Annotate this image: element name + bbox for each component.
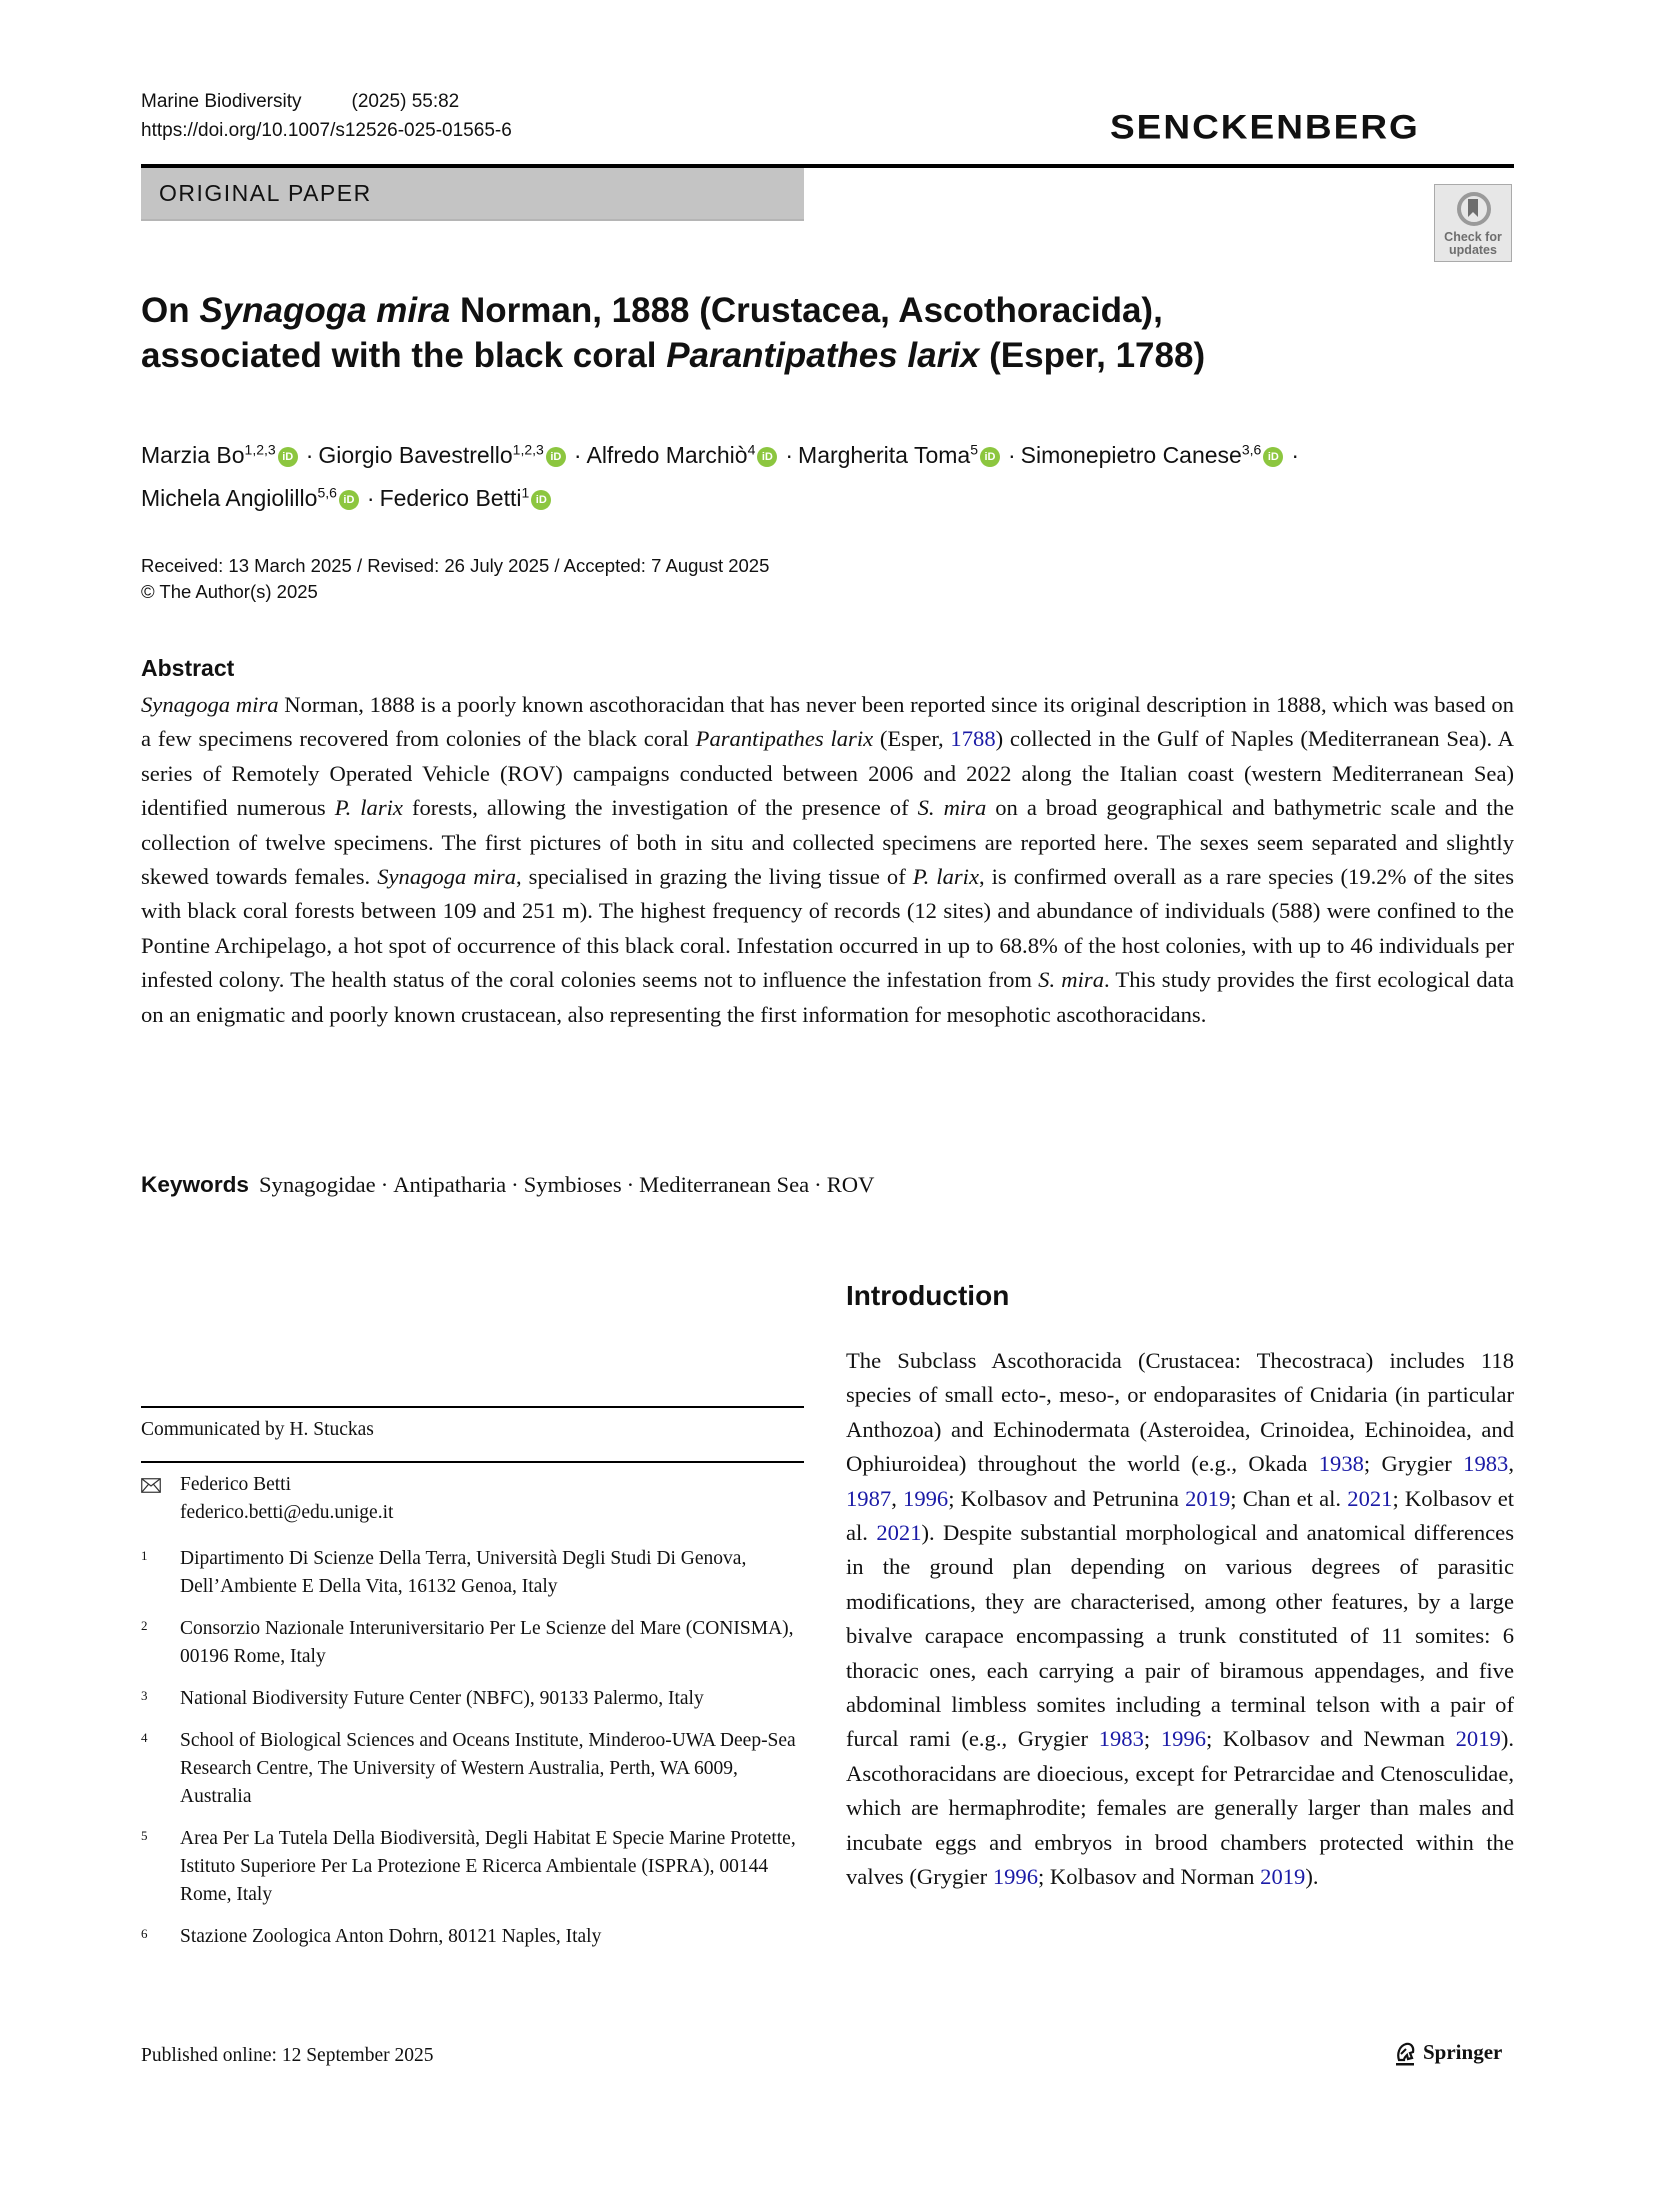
affiliation: [141, 1923, 804, 1951]
citation-link[interactable]: 1996: [1160, 1726, 1206, 1752]
copyright: © The Author(s) 2025: [141, 581, 318, 602]
author-name: Simonepietro Canese: [1020, 441, 1242, 468]
check-for-updates-button[interactable]: [1434, 184, 1512, 262]
species-name: Parantipathes larix: [695, 726, 874, 752]
affiliation-text: Area Per La Tutela Della Biodiversità, Degli Habitat E Specie Marine Protette, Istituto Superiore Per La Protezione E Ricerca Ambientale (ISPRA), 00144 Rome, Italy: [180, 1828, 796, 1905]
author-separator: ·: [573, 441, 582, 468]
author-separator: ·: [366, 485, 375, 512]
article-type-band: [141, 168, 804, 221]
intro-span: ; Chan et al.: [1230, 1485, 1348, 1511]
abstract-span: ) collected in the Gulf of Naples (Mediterranean Sea). A series of Remotely Operated Vehicle (ROV) campaigns conducted between 2006 and 2022 along the Italian coast (western Mediterranean Sea) identified numerous: [141, 726, 1514, 821]
communicated-by: Communicated by H. Stuckas: [141, 1419, 374, 1440]
abstract-heading: Abstract: [141, 655, 235, 681]
author: [798, 442, 1003, 468]
intro-span: ,: [1508, 1451, 1514, 1477]
keyword: Symbioses: [523, 1172, 622, 1197]
affiliation-number: 4: [141, 1730, 148, 1745]
orcid-icon[interactable]: iD: [546, 447, 566, 467]
abstract-span: forests, allowing the investigation of the presence of: [402, 795, 918, 821]
citation-link[interactable]: 2019: [1455, 1726, 1501, 1752]
abstract-span: (Esper,: [873, 726, 951, 752]
affiliation: [141, 1727, 804, 1811]
affiliation-number: 6: [141, 1926, 148, 1941]
intro-span: The Subclass Ascothoracida (Crustacea: Thecostraca) includes 118 species of small ecto-, meso-, or endoparasites of Cnidaria (in particular Anthozoa) and Echinodermata (Asteroidea, Crinoidea, Echinoidea, and Ophiuroidea) throughout the world (e.g., Okada: [846, 1348, 1514, 1477]
affiliation-number: 1: [141, 1548, 148, 1563]
affiliation-text: Consorzio Nazionale Interuniversitario Per Le Scienze del Mare (CONISMA), 00196 Rome, Italy: [180, 1618, 794, 1667]
title-species: Parantipathes larix: [666, 336, 980, 375]
author-affiliation-marks: 4: [747, 441, 756, 457]
citation-link[interactable]: 2019: [1185, 1485, 1231, 1511]
keyword-separator: ·: [626, 1172, 635, 1197]
author: [586, 442, 780, 468]
species-name: Synagoga mira: [141, 692, 279, 717]
article-dates: [141, 553, 769, 605]
author-name: Federico Betti: [379, 485, 522, 512]
abstract-span: Norman, 1888 is a poorly known ascothoracidan that has never been reported since its original description in 1888, which was based on a few specimens recovered from colonies of the black coral: [141, 692, 1514, 752]
orcid-icon[interactable]: iD: [1263, 447, 1283, 467]
orcid-icon[interactable]: iD: [980, 447, 1000, 467]
author-affiliation-marks: 3,6: [1241, 441, 1262, 457]
author-list: [141, 430, 1516, 517]
citation-link[interactable]: 1983: [1098, 1726, 1144, 1752]
author: [1021, 442, 1287, 468]
keyword-separator: ·: [511, 1172, 519, 1197]
citation-link[interactable]: 2021: [1347, 1485, 1393, 1511]
species-name: Synagoga mira: [377, 864, 517, 890]
article-title: [141, 288, 1441, 378]
check-updates-icon: [1456, 191, 1492, 227]
corresponding-author: [180, 1471, 393, 1527]
author-separator: ·: [1007, 441, 1016, 468]
orcid-icon[interactable]: iD: [339, 490, 359, 510]
species-name: S. mira: [917, 795, 987, 821]
keyword: Mediterranean Sea: [639, 1172, 810, 1197]
keywords: [141, 1172, 1514, 1198]
author-affiliation-marks: 1,2,3: [244, 441, 276, 457]
author-affiliation-marks: 5: [970, 441, 978, 457]
author-name: Michela Angiolillo: [141, 485, 318, 512]
intro-span: ; Kolbasov and Newman: [1206, 1726, 1456, 1752]
species-name: P. larix: [334, 795, 403, 821]
citation-link[interactable]: 1983: [1463, 1451, 1509, 1477]
abstract-span: . This study provides the first ecological data on an enigmatic and poorly known crustacean, also representing the first information for mesophotic ascothoracidans.: [141, 967, 1514, 1027]
journal-volume: (2025) 55:82: [351, 91, 460, 112]
keyword-separator: ·: [380, 1172, 389, 1197]
intro-span: ).: [1305, 1864, 1319, 1890]
corresponding-name: Federico Betti: [180, 1474, 292, 1495]
corresponding-email[interactable]: federico.betti@edu.unige.it: [180, 1502, 394, 1523]
keyword-list: [259, 1172, 874, 1197]
keyword: ROV: [826, 1172, 875, 1197]
intro-span: ). Ascothoracidans are dioecious, except for Petrarcidae and Ctenosculidae, which are hermaphrodite; females are generally larger than males and incubate eggs and embryos in brood chambers protected within the valves (Grygier: [846, 1726, 1514, 1890]
badge-line1: Check for: [1444, 230, 1502, 244]
introduction-heading: Introduction: [846, 1280, 1010, 1311]
author: [141, 442, 301, 468]
author-separator: ·: [1291, 441, 1299, 468]
publisher-name: Springer: [1423, 2040, 1503, 2064]
doi-link[interactable]: https://doi.org/10.1007/s12526-025-01565-6: [141, 120, 512, 141]
intro-span: ; Kolbasov and Norman: [1038, 1864, 1261, 1890]
author-separator: ·: [305, 441, 314, 468]
abstract-span: on a broad geographical and bathymetric scale and the collection of twelve specimens. The first pictures of both in situ and collected specimens are reported here. The sexes seem separated and slightly skewed towards females.: [141, 795, 1515, 890]
orcid-icon[interactable]: iD: [757, 447, 777, 467]
affiliation: [141, 1685, 804, 1713]
history-dates: Received: 13 March 2025 / Revised: 26 July 2025 / Accepted: 7 August 2025: [141, 555, 770, 576]
author-name: Marzia Bo: [141, 441, 245, 468]
title-text: On: [141, 291, 200, 330]
title-species: Synagoga mira: [199, 291, 451, 330]
intro-span: ; Grygier: [1363, 1451, 1464, 1477]
citation-link[interactable]: 2021: [876, 1520, 922, 1546]
species-name: S. mira: [1038, 967, 1104, 993]
springer-horse-icon: [1393, 2040, 1417, 2068]
senckenberg-logo: SENCKENBERG: [1110, 108, 1420, 146]
badge-line2: updates: [1449, 243, 1497, 257]
journal-info: [141, 91, 459, 113]
springer-logo: [1393, 2040, 1502, 2068]
author: [318, 442, 568, 468]
author-name: Giorgio Bavestrello: [318, 441, 513, 468]
citation-link[interactable]: 1996: [992, 1864, 1038, 1890]
title-text: associated with the black coral: [141, 336, 667, 375]
affiliation-number: 5: [141, 1828, 148, 1843]
published-online: Published online: 12 September 2025: [141, 2045, 434, 2066]
title-text: (Esper, 1788): [979, 336, 1206, 375]
affiliation-text: School of Biological Sciences and Oceans Institute, Minderoo-UWA Deep-Sea Research Centre, The University of Western Australia, Perth, WA 6009, Australia: [180, 1730, 796, 1807]
intro-span: ;: [1143, 1726, 1161, 1752]
introduction-text: [846, 1344, 1514, 1895]
title-text: Norman, 1888 (Crustacea, Ascothoracida),: [450, 291, 1163, 330]
orcid-icon[interactable]: iD: [531, 490, 551, 510]
intro-span: ). Despite substantial morphological and anatomical differences in the ground plan depending on various degrees of parasitic modifications, they are characterised, among other features, by a large bivalve carapace encompassing a trunk constituted of 11 somites: 6 thoracic ones, each carrying a pair of biramous appendages, and five abdominal limbless somites including a terminal telson with a pair of furcal rami (e.g., Grygier: [846, 1520, 1514, 1752]
author-name: Margherita Toma: [798, 441, 971, 468]
species-name: P. larix: [912, 864, 979, 890]
author-separator: ·: [785, 441, 794, 468]
abstract-span: , is confirmed overall as a rare species (19.2% of the sites with black coral forests between 109 and 251 m). The highest frequency of records (12 sites) and abundance of individuals (588) were confined to the Pontine Archipelago, a hot spot of occurrence of this black coral. Infestation occurred in up to 68.8% of the host colonies, with up to 46 individuals per infested colony. The health status of the coral colonies seems not to influence the infestation from: [141, 864, 1514, 993]
citation-link[interactable]: 1788: [950, 726, 996, 752]
keyword: Antipatharia: [393, 1172, 507, 1197]
keywords-heading: Keywords: [141, 1172, 249, 1197]
keyword: Synagogidae: [258, 1172, 376, 1197]
affiliation: [141, 1825, 804, 1909]
author-name: Alfredo Marchiò: [586, 441, 748, 468]
intro-span: ; Kolbasov et al.: [846, 1485, 1515, 1546]
citation-link[interactable]: 2019: [1260, 1864, 1306, 1890]
affiliation-text: Stazione Zoologica Anton Dohrn, 80121 Naples, Italy: [180, 1926, 602, 1947]
affiliation: [141, 1615, 804, 1671]
author: [380, 485, 555, 511]
affiliation-text: Dipartimento Di Scienze Della Terra, Università Degli Studi Di Genova, Dell’Ambiente E Della Vita, 16132 Genoa, Italy: [180, 1548, 747, 1597]
citation-link[interactable]: 1938: [1318, 1451, 1364, 1477]
footnote-rule-top: [141, 1406, 804, 1408]
author: [141, 485, 362, 511]
affiliation: [141, 1545, 804, 1601]
journal-name: Marine Biodiversity: [141, 91, 302, 112]
affiliation-number: 3: [141, 1688, 148, 1703]
intro-span: ,: [891, 1485, 904, 1511]
affiliation-list: [141, 1545, 804, 1965]
envelope-icon: [141, 1478, 161, 1493]
author-affiliation-marks: 5,6: [317, 484, 337, 501]
author-affiliation-marks: 1: [521, 484, 530, 501]
abstract-span: , specialised in grazing the living tissue of: [516, 864, 913, 890]
footnote-rule: [141, 1461, 804, 1463]
citation-link[interactable]: 1996: [903, 1485, 949, 1511]
article-type-label: ORIGINAL PAPER: [159, 180, 372, 206]
affiliation-text: National Biodiversity Future Center (NBFC), 90133 Palermo, Italy: [180, 1688, 704, 1709]
keyword-separator: ·: [814, 1172, 822, 1197]
citation-link[interactable]: 1987: [846, 1485, 892, 1511]
abstract-text: [141, 688, 1514, 1032]
intro-span: ; Kolbasov and Petrunina: [948, 1485, 1186, 1511]
affiliation-number: 2: [141, 1618, 148, 1633]
author-affiliation-marks: 1,2,3: [512, 441, 544, 457]
orcid-icon[interactable]: iD: [278, 447, 298, 467]
